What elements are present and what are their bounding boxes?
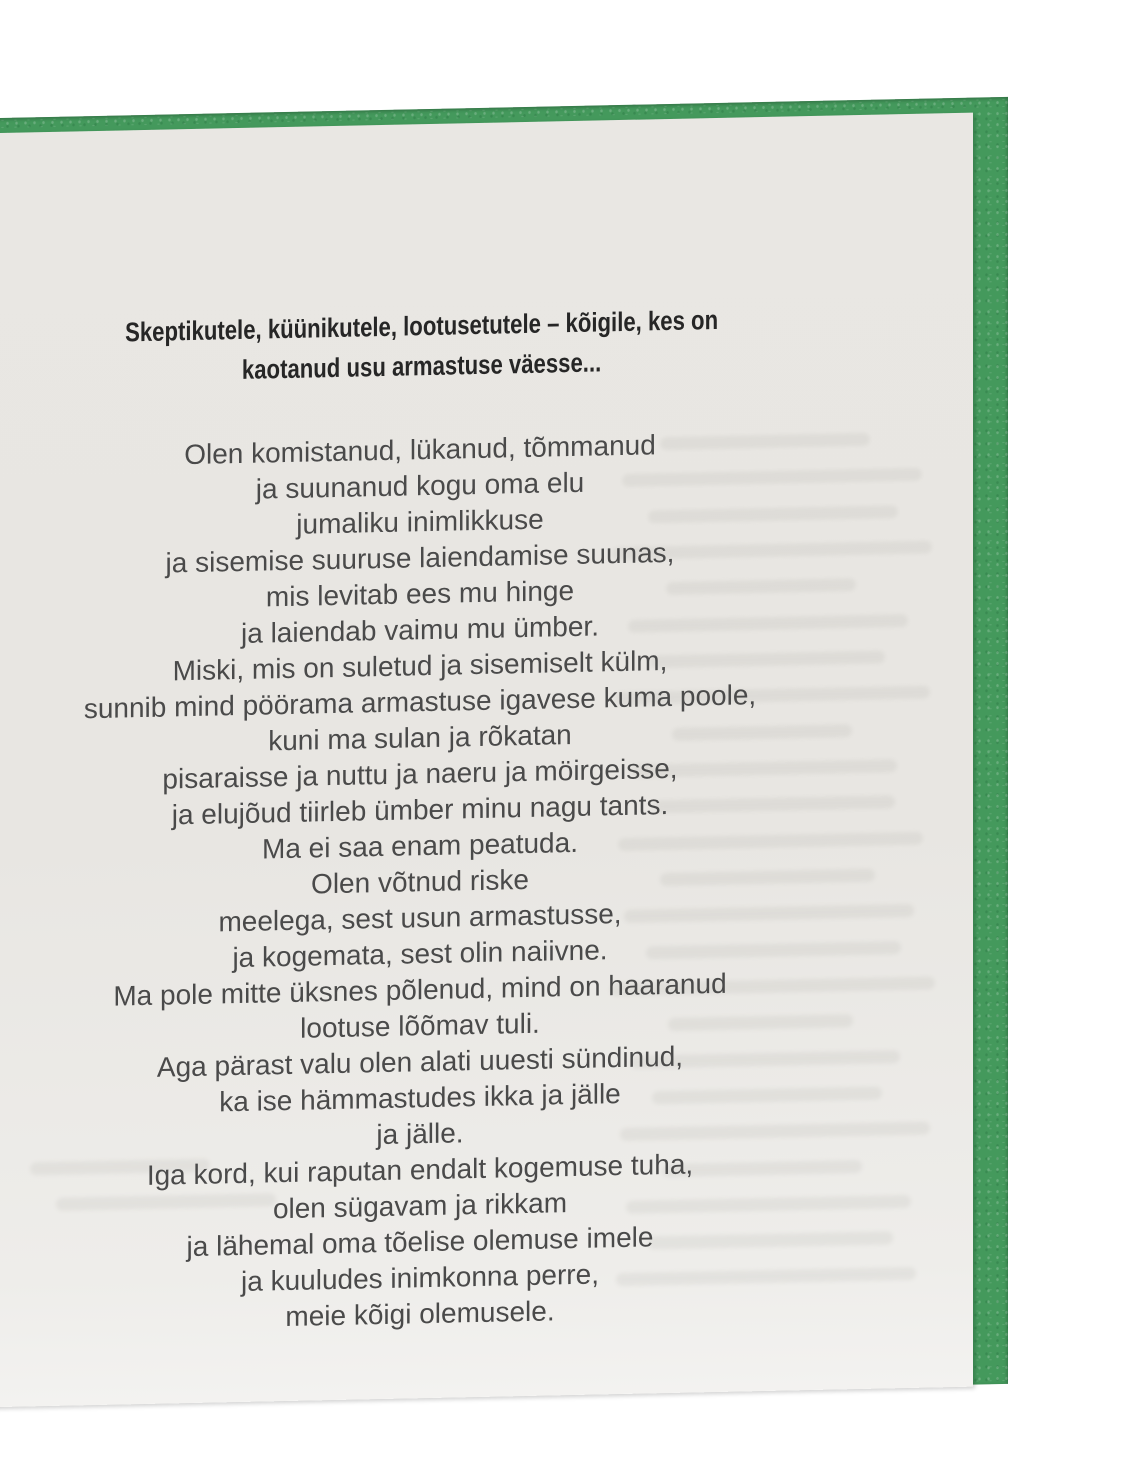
poem-line: meie kõigi olemusele. bbox=[285, 1295, 555, 1333]
poem-line: ja laiendab vaimu mu ümber. bbox=[241, 610, 599, 649]
poem-line: lootuse lõõmav tuli. bbox=[300, 1007, 540, 1044]
poem-line: ja lähemal oma tõelise olemuse imele bbox=[186, 1221, 654, 1263]
poem-line: pisaraisse ja nuttu ja naeru ja möirgeisse, bbox=[162, 752, 678, 795]
page-content bbox=[60, 117, 780, 1340]
dedication-heading bbox=[60, 299, 780, 394]
poem-line: Olen võtnud riske bbox=[311, 863, 529, 900]
poem-line: Ma ei saa enam peatuda. bbox=[262, 826, 578, 865]
poem-line: jumaliku inimlikkuse bbox=[296, 503, 544, 540]
book-page bbox=[0, 113, 973, 1408]
poem-line: meelega, sest usun armastusse, bbox=[218, 897, 622, 938]
poem bbox=[60, 425, 780, 1340]
poem-line: ka ise hämmastudes ikka ja jälle bbox=[219, 1077, 621, 1118]
poem-line: olen sügavam ja rikkam bbox=[272, 1187, 568, 1225]
poem-line: Miski, mis on suletud ja sisemiselt külm, bbox=[172, 645, 668, 687]
poem-line: ja sisemise suuruse laiendamise suunas, bbox=[165, 536, 675, 579]
poem-line: ja jälle. bbox=[376, 1117, 464, 1151]
poem-line: ja kogemata, sest olin naiivne. bbox=[232, 934, 608, 974]
dedication-line-2: kaotanud usu armastuse väesse... bbox=[241, 347, 602, 385]
poem-line: Olen komistanud, lükanud, tõmmanud bbox=[184, 429, 656, 471]
poem-line: Aga pärast valu olen alati uuesti sündinud, bbox=[156, 1040, 684, 1083]
poem-line: Iga kord, kui raputan endalt kogemuse tuha, bbox=[146, 1148, 694, 1191]
poem-line: ja suunanud kogu oma elu bbox=[255, 466, 585, 505]
poem-line: ja kuuludes inimkonna perre, bbox=[241, 1258, 599, 1297]
poem-line: mis levitab ees mu hinge bbox=[265, 574, 575, 613]
dedication-line-1: Skeptikutele, küünikutele, lootusetutele – kõigile, kes on bbox=[125, 304, 719, 348]
dedication-heading-text bbox=[125, 300, 718, 392]
poem-line: Ma pole mitte üksnes põlenud, mind on haaranud bbox=[113, 967, 727, 1012]
poem-line: kuni ma sulan ja rõkatan bbox=[268, 719, 572, 757]
poem-line: ja elujõud tiirleb ümber minu nagu tants. bbox=[171, 789, 669, 831]
poem-line: sunnib mind pöörama armastuse igavese kuma poole, bbox=[83, 679, 757, 725]
